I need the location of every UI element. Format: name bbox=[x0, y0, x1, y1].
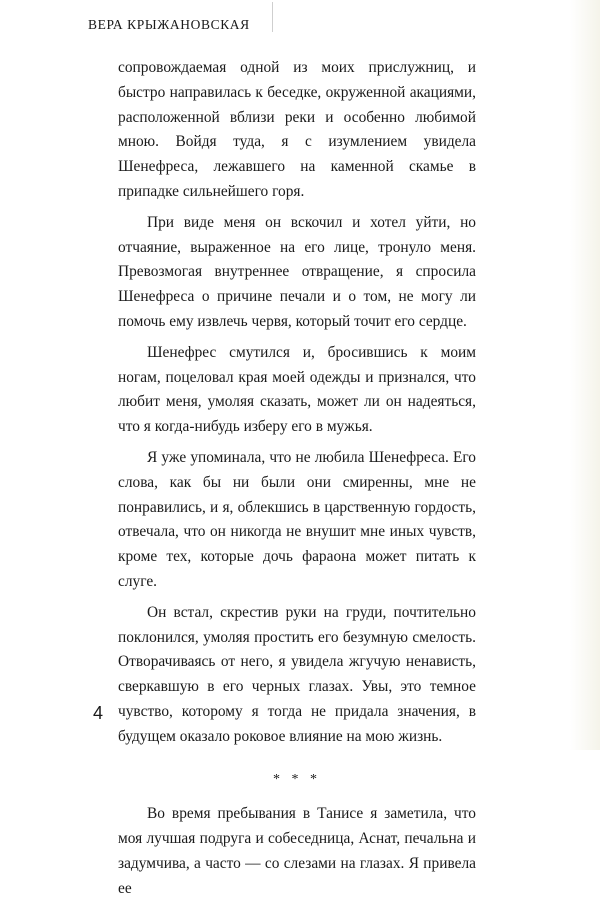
paragraph-2: При виде меня он вскочил и хотел уйти, но отчаяние, выраженное на его лице, тронуло меня. Превозмогая внутреннее отвращение, я спросила Шенефреса о причине печали и о том, не могу ли помочь ему извлечь червя, который точит его сердце. bbox=[118, 213, 476, 330]
page-edge-shadow bbox=[570, 0, 600, 750]
header-divider bbox=[272, 2, 273, 32]
running-header: ВЕРА КРЫЖАНОВСКАЯ bbox=[88, 17, 250, 32]
paragraph-5: Он встал, скрестив руки на груди, почтительно поклонился, умоляя простить его безумную смелость. Отворачиваясь от него, я увидела жгучую ненависть, сверкавшую в его черных глазах. Увы, это темное чувство, которому я тогда не придала значения, в будущем оказало роковое влияние на мою жизнь. bbox=[118, 603, 476, 745]
page-number: 4 bbox=[93, 703, 104, 723]
paragraph-6: Во время пребывания в Танисе я заметила, что моя лучшая подруга и собеседница, Аснат, печальна и задумчива, а часто — со слезами на глазах. Я привела ее bbox=[118, 805, 476, 897]
paragraph-3: Шенефрес смутился и, бросившись к моим ногам, поцеловал края моей одежды и признался, что любит меня, умоляя сказать, может ли он надеяться, что я когда-нибудь изберу его в мужья. bbox=[118, 343, 476, 436]
paragraph-1: сопровождаемая одной из моих прислужниц, и быстро направилась к беседке, окруженной акациями, расположенной вблизи реки и особенно любимой мною. Войдя туда, я с изумлением увидела Шенефреса, лежавшего на каменной скамье в припадке сильнейшего горя. bbox=[118, 59, 476, 200]
paragraph-4: Я уже упоминала, что не любила Шенефреса. Его слова, как бы ни были они смиренны, мне не понравились, и я, облекшись в царственную гордость, отвечала, что он никогда не внушит мне иных чувств, кроме тех, которые дочь фараона может питать к слуге. bbox=[118, 448, 476, 590]
section-separator: * * * bbox=[273, 771, 321, 787]
body-text bbox=[118, 56, 476, 908]
